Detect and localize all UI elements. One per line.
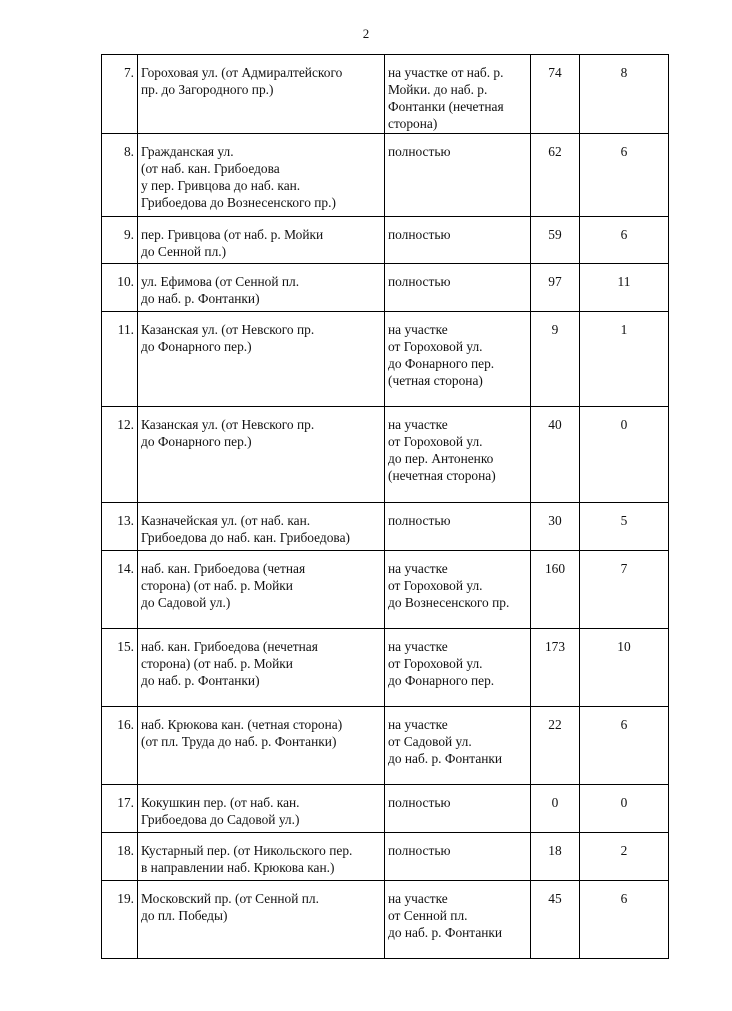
value-cell-2: 11	[580, 264, 669, 312]
value-cell-2: 6	[580, 134, 669, 217]
row-number: 14.	[102, 551, 138, 629]
section-cell: на участке от Гороховой ул. до Вознесенского пр.	[385, 551, 531, 629]
section-cell: полностью	[385, 134, 531, 217]
value-cell-2: 5	[580, 503, 669, 551]
value-cell-1: 160	[531, 551, 580, 629]
value-cell-1: 173	[531, 629, 580, 707]
street-cell: Московский пр. (от Сенной пл. до пл. Победы)	[138, 881, 385, 959]
table-row	[102, 264, 669, 312]
row-number: 10.	[102, 264, 138, 312]
row-number: 8.	[102, 134, 138, 217]
page-number: 2	[362, 26, 370, 41]
value-cell-1: 40	[531, 407, 580, 503]
street-cell: Гражданская ул. (от наб. кан. Грибоедова у пер. Гривцова до наб. кан. Грибоедова до Вознесенского пр.)	[138, 134, 385, 217]
table-row	[102, 707, 669, 785]
section-cell: на участке от Гороховой ул. до пер. Антоненко (нечетная сторона)	[385, 407, 531, 503]
section-cell: полностью	[385, 264, 531, 312]
value-cell-1: 45	[531, 881, 580, 959]
row-number: 9.	[102, 217, 138, 264]
section-cell: на участке от Сенной пл. до наб. р. Фонтанки	[385, 881, 531, 959]
table-row	[102, 134, 669, 217]
table-row	[102, 833, 669, 881]
table-row	[102, 881, 669, 959]
street-cell: пер. Гривцова (от наб. р. Мойки до Сенной пл.)	[138, 217, 385, 264]
street-cell: Казанская ул. (от Невского пр. до Фонарного пер.)	[138, 407, 385, 503]
value-cell-1: 30	[531, 503, 580, 551]
table-row	[102, 503, 669, 551]
row-number: 11.	[102, 312, 138, 407]
row-number: 19.	[102, 881, 138, 959]
street-cell: Гороховая ул. (от Адмиралтейского пр. до Загородного пр.)	[138, 55, 385, 134]
value-cell-1: 74	[531, 55, 580, 134]
value-cell-2: 1	[580, 312, 669, 407]
value-cell-1: 9	[531, 312, 580, 407]
row-number: 16.	[102, 707, 138, 785]
value-cell-2: 10	[580, 629, 669, 707]
value-cell-2: 6	[580, 217, 669, 264]
street-cell: ул. Ефимова (от Сенной пл. до наб. р. Фонтанки)	[138, 264, 385, 312]
streets-table	[101, 54, 669, 959]
value-cell-1: 59	[531, 217, 580, 264]
section-cell: на участке от Садовой ул. до наб. р. Фонтанки	[385, 707, 531, 785]
row-number: 7.	[102, 55, 138, 134]
value-cell-1: 18	[531, 833, 580, 881]
street-cell: наб. кан. Грибоедова (нечетная сторона) (от наб. р. Мойки до наб. р. Фонтанки)	[138, 629, 385, 707]
street-cell: наб. кан. Грибоедова (четная сторона) (от наб. р. Мойки до Садовой ул.)	[138, 551, 385, 629]
street-cell: Казанская ул. (от Невского пр. до Фонарного пер.)	[138, 312, 385, 407]
section-cell: полностью	[385, 833, 531, 881]
row-number: 12.	[102, 407, 138, 503]
value-cell-1: 0	[531, 785, 580, 833]
row-number: 18.	[102, 833, 138, 881]
value-cell-2: 0	[580, 407, 669, 503]
value-cell-2: 2	[580, 833, 669, 881]
row-number: 17.	[102, 785, 138, 833]
value-cell-1: 97	[531, 264, 580, 312]
street-cell: наб. Крюкова кан. (четная сторона) (от пл. Труда до наб. р. Фонтанки)	[138, 707, 385, 785]
street-cell: Кокушкин пер. (от наб. кан. Грибоедова до Садовой ул.)	[138, 785, 385, 833]
table-row	[102, 629, 669, 707]
section-cell: на участке от Гороховой ул. до Фонарного пер. (четная сторона)	[385, 312, 531, 407]
value-cell-2: 6	[580, 881, 669, 959]
table-row	[102, 785, 669, 833]
table-row	[102, 551, 669, 629]
section-cell: полностью	[385, 785, 531, 833]
value-cell-2: 8	[580, 55, 669, 134]
table-row	[102, 312, 669, 407]
table-row	[102, 55, 669, 134]
row-number: 13.	[102, 503, 138, 551]
value-cell-2: 6	[580, 707, 669, 785]
section-cell: на участке от Гороховой ул. до Фонарного пер.	[385, 629, 531, 707]
street-cell: Кустарный пер. (от Никольского пер. в направлении наб. Крюкова кан.)	[138, 833, 385, 881]
value-cell-2: 0	[580, 785, 669, 833]
row-number: 15.	[102, 629, 138, 707]
value-cell-1: 62	[531, 134, 580, 217]
street-cell: Казначейская ул. (от наб. кан. Грибоедова до наб. кан. Грибоедова)	[138, 503, 385, 551]
section-cell: полностью	[385, 503, 531, 551]
value-cell-1: 22	[531, 707, 580, 785]
table-row	[102, 217, 669, 264]
section-cell: полностью	[385, 217, 531, 264]
section-cell: на участке от наб. р. Мойки. до наб. р. Фонтанки (нечетная сторона)	[385, 55, 531, 134]
value-cell-2: 7	[580, 551, 669, 629]
table-row	[102, 407, 669, 503]
